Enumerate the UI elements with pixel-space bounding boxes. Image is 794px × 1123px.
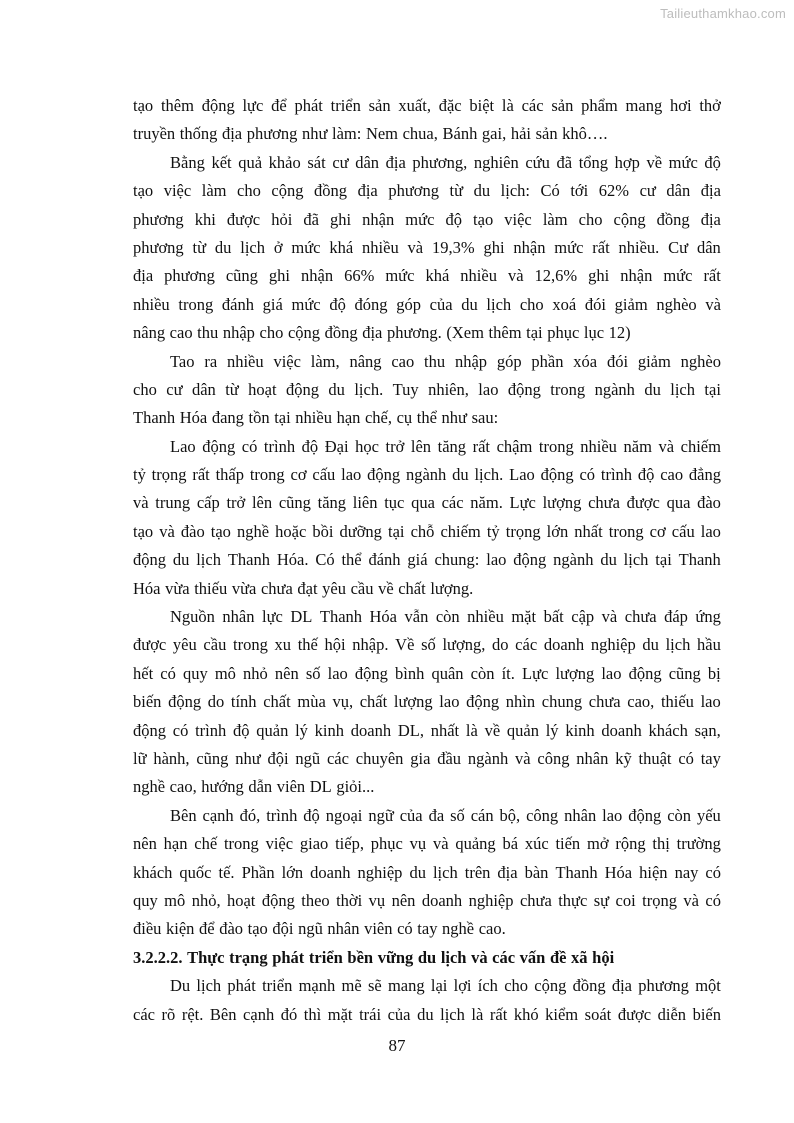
text-line: truyền thống địa phương như làm: Nem chua, Bánh gai, hải sản khô….	[133, 124, 608, 144]
text-line: địa phương cũng ghi nhận 66% mức khá nhiều và 12,6% ghi nhận mức rất	[133, 266, 721, 286]
text-line: tạo và đào tạo nghề hoặc bồi dưỡng tại chỗ chiếm tỷ trọng lớn nhất trong cơ cấu lao	[133, 521, 721, 541]
page-number: 87	[388, 1036, 406, 1055]
text-line: động có trình độ quản lý kinh doanh DL, nhất là về quản lý kinh doanh khách sạn,	[133, 720, 721, 740]
text-line: động du lịch Thanh Hóa. Có thể đánh giá chung: lao động ngành du lịch tại Thanh	[133, 550, 721, 570]
text-line: Bên cạnh đó, trình độ ngoại ngữ của đa số cán bộ, công nhân lao động còn yếu	[170, 805, 721, 825]
text-line: Tao ra nhiều việc làm, nâng cao thu nhập góp phần xóa đói giảm nghèo	[170, 351, 721, 371]
text-line: nâng cao thu nhập cho cộng đồng địa phương. (Xem thêm tại phục lục 12)	[133, 323, 631, 343]
text-line: nghề cao, hướng dẫn viên DL giỏi...	[133, 777, 375, 797]
text-line: Hóa vừa thiếu vừa chưa đạt yêu cầu về chất lượng.	[133, 578, 474, 598]
text-line: các rõ rệt. Bên cạnh đó thì mặt trái của du lịch là rất khó kiểm soát được diễn biến	[133, 1004, 721, 1024]
text-line: phương khi được hỏi đã ghi nhận mức độ tạo việc làm cho cộng đồng địa	[133, 209, 721, 229]
text-line: phương từ du lịch ở mức khá nhiều và 19,3% ghi nhận mức rất nhiều. Cư dân	[133, 237, 721, 257]
text-line: nhiều trong đánh giá mức độ đóng góp của du lịch cho xoá đói giảm nghèo và	[133, 294, 721, 314]
text-line: khách quốc tế. Phần lớn doanh nghiệp du lịch trên địa bàn Thanh Hóa hiện nay có	[133, 862, 721, 882]
text-line: quy mô nhỏ, hoạt động theo thời vụ nên doanh nghiệp chưa thực sự coi trọng và có	[133, 890, 721, 910]
text-line: Du lịch phát triển mạnh mẽ sẽ mang lại lợi ích cho cộng đồng địa phương một	[170, 976, 721, 996]
text-line: tạo thêm động lực để phát triển sản xuất, đặc biệt là các sản phẩm mang hơi thở	[133, 96, 721, 115]
document-body	[133, 92, 721, 1029]
text-line: biến động do tính chất mùa vụ, chất lượng lao động nhìn chung chưa cao, thiếu lao	[133, 692, 721, 712]
text-line: nên hạn chế trong việc giao tiếp, phục vụ và quảng bá xúc tiến mở rộng thị trường	[133, 834, 721, 854]
text-line: điều kiện để đào tạo đội ngũ nhân viên có tay nghề cao.	[133, 919, 506, 939]
text-line: Lao động có trình độ Đại học trở lên tăng rất chậm trong nhiều năm và chiếm	[170, 436, 721, 456]
text-line: Bằng kết quả khảo sát cư dân địa phương, nghiên cứu đã tổng hợp về mức độ	[170, 152, 721, 172]
text-line: tỷ trọng rất thấp trong cơ cấu lao động ngành du lịch. Lao động có trình độ cao đẳng	[133, 465, 721, 485]
text-line: được yêu cầu trong xu thế hội nhập. Về số lượng, do các doanh nghiệp du lịch hầu	[133, 635, 721, 655]
section-heading: 3.2.2.2. Thực trạng phát triển bền vững du lịch và các vấn đề xã hội	[133, 947, 615, 967]
text-line: và trung cấp trở lên cũng tăng liên tục qua các năm. Lực lượng chưa được qua đào	[133, 493, 721, 513]
text-line: tạo việc làm cho cộng đồng địa phương từ du lịch: Có tới 62% cư dân địa	[133, 181, 721, 201]
text-line: cho cư dân từ hoạt động du lịch. Tuy nhiên, lao động trong ngành du lịch tại	[133, 379, 721, 399]
text-line: lữ hành, cũng như đội ngũ các chuyên gia đầu ngành và công nhân kỹ thuật có tay	[133, 748, 721, 768]
text-line: hết có quy mô nhỏ nên số lao động bình quân còn ít. Lực lượng lao động cũng bị	[133, 663, 721, 683]
watermark-text: Tailieuthamkhao.com	[660, 6, 786, 21]
text-line: Thanh Hóa đang tồn tại nhiều hạn chế, cụ thể như sau:	[133, 408, 499, 428]
text-line: Nguồn nhân lực DL Thanh Hóa vẫn còn nhiều mặt bất cập và chưa đáp ứng	[170, 607, 721, 627]
